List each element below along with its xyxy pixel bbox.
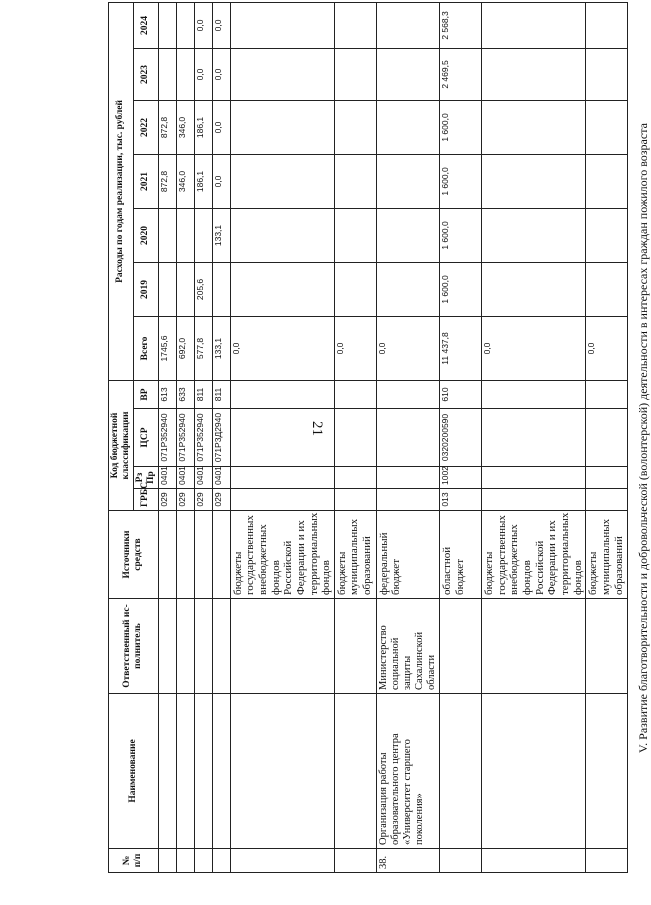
row-vr: [482, 380, 586, 408]
row-rz: 0401: [176, 467, 194, 489]
row-value: 0,0: [230, 316, 334, 380]
row-num: [334, 849, 376, 873]
col-csr: ЦСР: [133, 409, 158, 467]
row-rz: 0401: [212, 467, 230, 489]
col-year: 2023: [133, 48, 158, 100]
row-executor: Министерство социальной защиты Сахалинской области: [376, 599, 439, 694]
col-code-group: Код бюджетной классификации: [109, 380, 134, 510]
row-source: бюджеты муниципальных образований: [586, 511, 628, 599]
col-num: № п/п: [109, 849, 159, 873]
row-num: [176, 849, 194, 873]
row-num: 38.: [376, 849, 439, 873]
row-num: [440, 849, 482, 873]
row-value: [586, 48, 628, 100]
table-row: [176, 2, 194, 872]
row-rz: 0401: [158, 467, 176, 489]
table-row: [158, 2, 176, 872]
row-value: 133,1: [212, 208, 230, 262]
row-value: [482, 100, 586, 154]
row-vr: 613: [158, 380, 176, 408]
row-rz: 1002: [440, 467, 482, 489]
row-grbs: [334, 489, 376, 511]
row-value: 0,0: [212, 154, 230, 208]
row-source: [158, 511, 176, 599]
row-name: Организация работы образовательного центра «Университет старшего поколения»: [376, 694, 439, 849]
row-value: 11 437,8: [440, 316, 482, 380]
table-row: [334, 2, 376, 872]
row-name: [440, 694, 482, 849]
row-name: [212, 694, 230, 849]
col-year: 2022: [133, 100, 158, 154]
row-value: [230, 262, 334, 316]
row-value: 133,1: [212, 316, 230, 380]
row-executor: [176, 599, 194, 694]
row-value: 577,8: [194, 316, 212, 380]
row-value: [376, 208, 439, 262]
row-value: [376, 262, 439, 316]
row-value: [158, 48, 176, 100]
row-value: 0,0: [194, 2, 212, 48]
row-value: 205,6: [194, 262, 212, 316]
col-year: Всего: [133, 316, 158, 380]
row-value: 2 568,3: [440, 2, 482, 48]
row-executor: [440, 599, 482, 694]
row-source: бюджеты государственных внебюджетных фондов Российской Федерации и их территориальных фондов: [230, 511, 334, 599]
row-grbs: 013: [440, 489, 482, 511]
row-name: [586, 694, 628, 849]
row-vr: 633: [176, 380, 194, 408]
row-value: 0,0: [194, 48, 212, 100]
row-value: [158, 2, 176, 48]
row-value: 2 469,5: [440, 48, 482, 100]
col-rz: Рз Пр: [133, 467, 158, 489]
row-num: [194, 849, 212, 873]
row-value: 1 600,0: [440, 262, 482, 316]
table-row: [482, 2, 586, 872]
row-value: [586, 100, 628, 154]
section-caption: V. Развитие благотворительности и добровольческой (волонтерской) деятельности в интересах граждан пожилого возраста: [636, 123, 650, 753]
row-vr: 610: [440, 380, 482, 408]
page-number: 21: [309, 421, 325, 436]
table-row: [440, 2, 482, 872]
row-csr: [230, 409, 334, 467]
row-csr: [334, 409, 376, 467]
row-value: [376, 48, 439, 100]
row-rz: [334, 467, 376, 489]
row-value: [176, 208, 194, 262]
row-value: [230, 2, 334, 48]
row-value: [176, 262, 194, 316]
row-csr: [586, 409, 628, 467]
row-value: [334, 154, 376, 208]
row-csr: 071P3Д2940: [212, 409, 230, 467]
row-value: [230, 208, 334, 262]
row-value: [586, 2, 628, 48]
row-value: [334, 262, 376, 316]
row-value: [230, 48, 334, 100]
col-year: 2021: [133, 154, 158, 208]
row-source: областной бюджет: [440, 511, 482, 599]
row-value: 1 600,0: [440, 100, 482, 154]
table-row: [194, 2, 212, 872]
col-year: 2024: [133, 2, 158, 48]
row-rz: [482, 467, 586, 489]
row-value: 0,0: [334, 316, 376, 380]
row-executor: [212, 599, 230, 694]
row-grbs: [586, 489, 628, 511]
row-name: [158, 694, 176, 849]
row-executor: [230, 599, 334, 694]
row-value: [334, 100, 376, 154]
row-source: [194, 511, 212, 599]
row-name: [230, 694, 334, 849]
row-executor: [194, 599, 212, 694]
row-name: [176, 694, 194, 849]
col-year: 2020: [133, 208, 158, 262]
row-executor: [586, 599, 628, 694]
row-value: [334, 208, 376, 262]
row-value: [158, 262, 176, 316]
row-grbs: [230, 489, 334, 511]
row-vr: [586, 380, 628, 408]
row-csr: 0320200590: [440, 409, 482, 467]
row-executor: [482, 599, 586, 694]
col-exp-group: Расходы по годам реализации, тыс. рублей: [109, 2, 134, 380]
row-value: [482, 2, 586, 48]
row-rz: [230, 467, 334, 489]
row-num: [212, 849, 230, 873]
row-value: 346,0: [176, 100, 194, 154]
row-vr: [334, 380, 376, 408]
row-name: [482, 694, 586, 849]
row-value: [334, 2, 376, 48]
row-num: [230, 849, 334, 873]
landscape-page: [108, 3, 650, 873]
row-value: 186,1: [194, 154, 212, 208]
row-grbs: [376, 489, 439, 511]
row-value: 0,0: [482, 316, 586, 380]
row-source: [176, 511, 194, 599]
row-vr: 811: [212, 380, 230, 408]
col-vr: ВР: [133, 380, 158, 408]
row-value: [376, 154, 439, 208]
row-value: [230, 100, 334, 154]
row-value: 0,0: [586, 316, 628, 380]
row-grbs: 029: [194, 489, 212, 511]
row-value: [586, 262, 628, 316]
row-source: бюджеты муниципальных образований: [334, 511, 376, 599]
row-value: [482, 48, 586, 100]
col-year: 2019: [133, 262, 158, 316]
row-value: 1 600,0: [440, 154, 482, 208]
row-value: 692,0: [176, 316, 194, 380]
table-body: [158, 2, 628, 872]
row-value: [176, 2, 194, 48]
row-num: [158, 849, 176, 873]
budget-table: [108, 2, 628, 873]
row-executor: [158, 599, 176, 694]
row-csr: [376, 409, 439, 467]
row-value: 0,0: [212, 100, 230, 154]
row-source: бюджеты государственных внебюджетных фондов Российской Федерации и их территориальных фондов: [482, 511, 586, 599]
row-grbs: 029: [158, 489, 176, 511]
row-source: [212, 511, 230, 599]
row-value: 872,8: [158, 154, 176, 208]
row-value: 0,0: [212, 48, 230, 100]
row-rz: [586, 467, 628, 489]
row-value: [376, 2, 439, 48]
row-vr: [230, 380, 334, 408]
row-value: [230, 154, 334, 208]
row-csr: 071P352940: [176, 409, 194, 467]
row-value: [176, 48, 194, 100]
row-csr: 071P352940: [194, 409, 212, 467]
row-grbs: 029: [212, 489, 230, 511]
row-value: [482, 154, 586, 208]
table-row: [212, 2, 230, 872]
table-row: [376, 2, 439, 872]
row-name: [194, 694, 212, 849]
row-value: 1745,6: [158, 316, 176, 380]
row-value: 872,8: [158, 100, 176, 154]
table-row: [230, 2, 334, 872]
row-value: [376, 100, 439, 154]
row-grbs: 029: [176, 489, 194, 511]
row-value: 1 600,0: [440, 208, 482, 262]
row-value: [158, 208, 176, 262]
row-value: [194, 208, 212, 262]
table-row: [586, 2, 628, 872]
row-value: [586, 154, 628, 208]
row-grbs: [482, 489, 586, 511]
row-value: 0,0: [212, 2, 230, 48]
col-name: Наименование: [109, 694, 159, 849]
row-value: [482, 262, 586, 316]
col-source: Источники средств: [109, 511, 159, 599]
row-value: [482, 208, 586, 262]
row-num: [482, 849, 586, 873]
row-value: 346,0: [176, 154, 194, 208]
row-value: [334, 48, 376, 100]
col-grbs: ГРБС: [133, 489, 158, 511]
row-value: 0,0: [376, 316, 439, 380]
row-source: федеральный бюджет: [376, 511, 439, 599]
row-value: [212, 262, 230, 316]
row-value: 186,1: [194, 100, 212, 154]
row-executor: [334, 599, 376, 694]
row-csr: 071P352940: [158, 409, 176, 467]
row-rz: 0401: [194, 467, 212, 489]
row-value: [586, 208, 628, 262]
row-vr: 811: [194, 380, 212, 408]
row-csr: [482, 409, 586, 467]
row-vr: [376, 380, 439, 408]
row-rz: [376, 467, 439, 489]
row-num: [586, 849, 628, 873]
row-name: [334, 694, 376, 849]
col-executor: Ответственный ис-полнитель: [109, 599, 159, 694]
